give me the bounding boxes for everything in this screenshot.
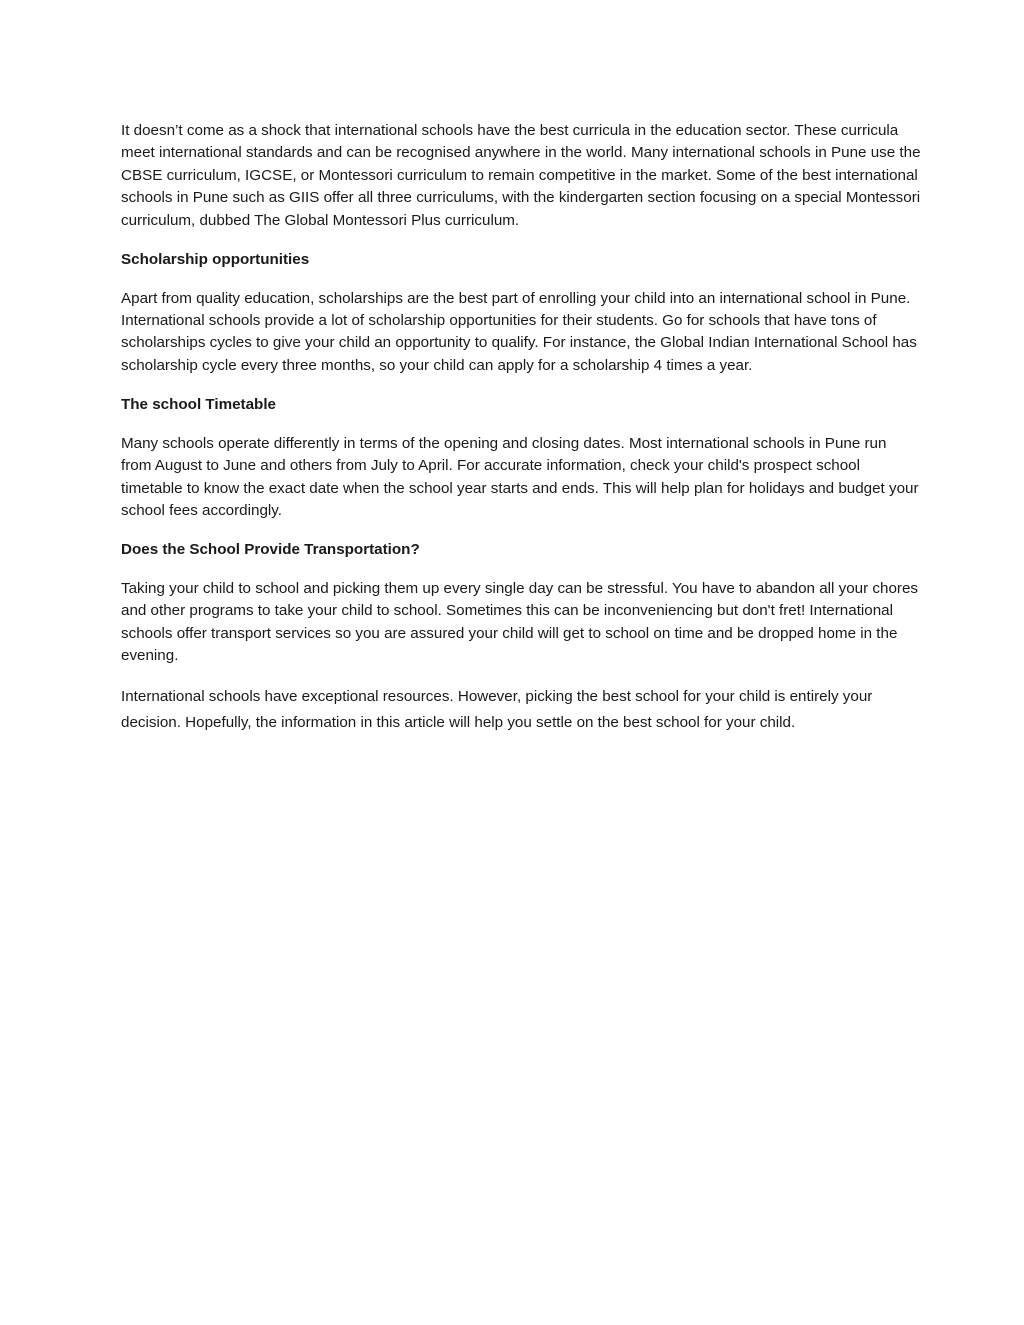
- heading-school-timetable: The school Timetable: [121, 395, 277, 413]
- heading-transportation: Does the School Provide Transportation?: [121, 541, 420, 559]
- paragraph-transportation: Taking your child to school and picking them up every single day can be stressful. You have to abandon all your chores and other programs to take your child to school. Sometimes this can be inconveniencing but don't fret! International schools offer transport services so you are assured your child will get to school on time and be dropped home in the evening.: [121, 580, 918, 665]
- paragraph-curricula: It doesn’t come as a shock that international schools have the best curricula in the education sector. These curricula meet international standards and can be recognised anywhere in the world. Many international schools in Pune use the CBSE curriculum, IGCSE, or Montessori curriculum to remain competitive in the market. Some of the best international schools in Pune such as GIIS offer all three curriculums, with the kindergarten section focusing on a special Montessori curriculum, dubbed The Global Montessori Plus curriculum.: [121, 122, 921, 229]
- document-body: [121, 120, 921, 753]
- heading-scholarship-opportunities: Scholarship opportunities: [121, 250, 310, 268]
- paragraph-scholarships: Apart from quality education, scholarships are the best part of enrolling your child into an international school in Pune. International schools provide a lot of scholarship opportunities for their students. Go for schools that have tons of scholarships cycles to give your child an opportunity to qualify. For instance, the Global Indian International School has scholarship cycle every three months, so your child can apply for a scholarship 4 times a year.: [121, 289, 917, 374]
- paragraph-conclusion: International schools have exceptional resources. However, picking the best school for your child is entirely your decision. Hopefully, the information in this article will help you settle on the best school for your child.: [121, 688, 873, 732]
- paragraph-timetable: Many schools operate differently in terms of the opening and closing dates. Most international schools in Pune run from August to June and others from July to April. For accurate information, check your child's prospect school timetable to know the exact date when the school year starts and ends. This will help plan for holidays and budget your school fees accordingly.: [121, 434, 919, 520]
